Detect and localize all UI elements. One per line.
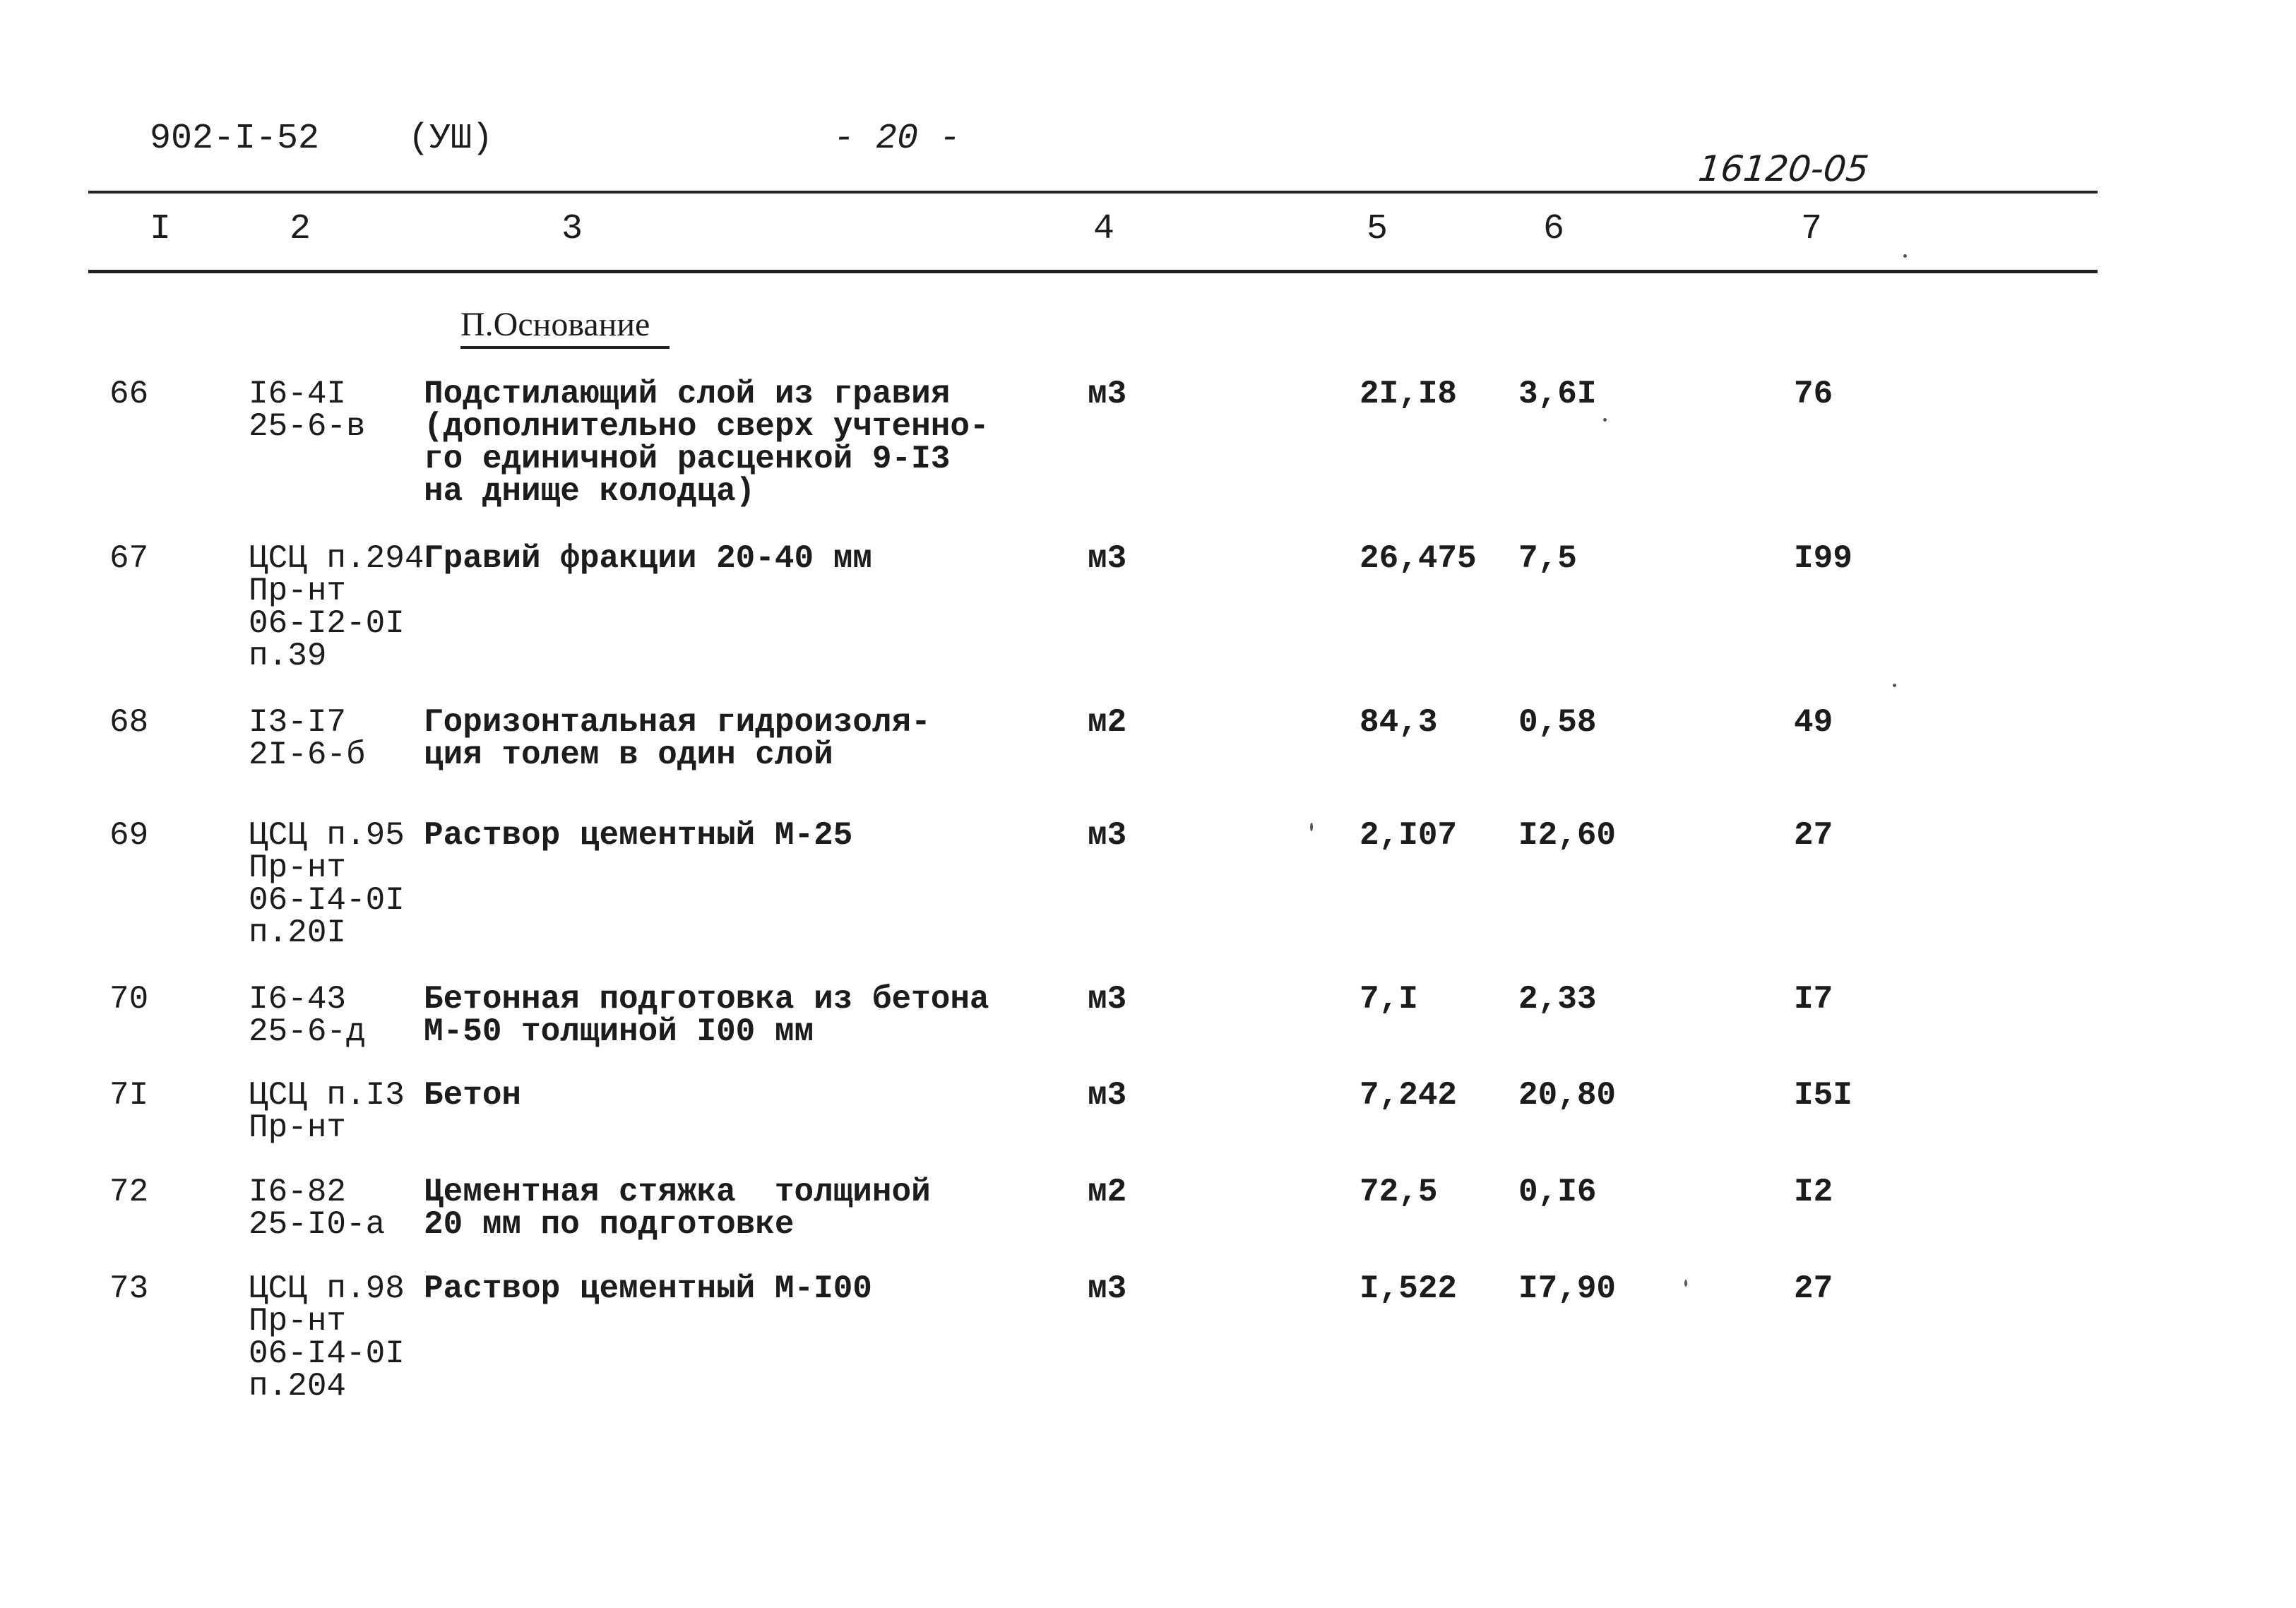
scan-speck bbox=[1684, 1280, 1687, 1287]
row-unit: м2 bbox=[1088, 704, 1127, 741]
row-number: 69 bbox=[109, 817, 149, 854]
row-name: Горизонтальная гидроизоля- ция толем в один слой bbox=[424, 704, 931, 773]
row-name: Гравий фракции 20-40 мм bbox=[424, 540, 872, 577]
row-unit: м3 bbox=[1088, 817, 1127, 854]
row-price: 20,80 bbox=[1518, 1077, 1617, 1114]
sheet-number: 16120-05 bbox=[1696, 148, 1871, 189]
row-price: I2,60 bbox=[1518, 817, 1617, 854]
row-unit: м3 bbox=[1088, 540, 1127, 577]
row-price: 3,6I bbox=[1518, 376, 1597, 412]
row-total: 27 bbox=[1794, 817, 1833, 854]
row-name: Цементная стяжка толщиной 20 мм по подготовке bbox=[424, 1174, 931, 1243]
scan-speck bbox=[1903, 254, 1907, 258]
page-number: - 20 - bbox=[833, 119, 961, 159]
row-number: 68 bbox=[109, 704, 149, 741]
row-name: Подстилающий слой из гравия (дополнительно сверх учтенно- го единичной расценкой 9-I3 на днище колодца) bbox=[424, 376, 989, 510]
row-unit: м3 bbox=[1088, 376, 1127, 412]
scan-speck bbox=[1310, 823, 1313, 831]
row-number: 67 bbox=[109, 540, 149, 577]
row-unit: м3 bbox=[1088, 981, 1127, 1018]
row-quantity: 26,475 bbox=[1360, 540, 1477, 577]
row-price: 7,5 bbox=[1518, 540, 1577, 577]
row-price: 0,I6 bbox=[1518, 1174, 1597, 1210]
row-unit: м3 bbox=[1088, 1270, 1127, 1307]
column-number-4: 4 bbox=[1093, 209, 1115, 249]
row-price: 0,58 bbox=[1518, 704, 1597, 741]
document-code: 902-I-52 bbox=[150, 119, 320, 159]
row-name: Раствор цементный М-I00 bbox=[424, 1270, 872, 1307]
row-total: 27 bbox=[1794, 1270, 1833, 1307]
row-quantity: 84,3 bbox=[1360, 704, 1438, 741]
column-number-7: 7 bbox=[1801, 209, 1823, 249]
top-rule bbox=[88, 191, 2098, 193]
row-quantity: I,522 bbox=[1360, 1270, 1458, 1307]
column-number-5: 5 bbox=[1367, 209, 1388, 249]
row-code: I6-43 25-6-д bbox=[249, 981, 366, 1050]
column-number-3: 3 bbox=[561, 209, 583, 249]
row-unit: м3 bbox=[1088, 1077, 1127, 1114]
row-quantity: 2I,I8 bbox=[1360, 376, 1458, 412]
row-quantity: 2,I07 bbox=[1360, 817, 1458, 854]
row-price: 2,33 bbox=[1518, 981, 1597, 1018]
row-code: I3-I7 2I-6-б bbox=[249, 704, 366, 773]
row-total: I2 bbox=[1794, 1174, 1833, 1210]
row-total: 49 bbox=[1794, 704, 1833, 741]
row-unit: м2 bbox=[1088, 1174, 1127, 1210]
row-name: Бетонная подготовка из бетона М-50 толщиной I00 мм bbox=[424, 981, 989, 1050]
row-code: ЦСЦ п.I3 Пр-нт bbox=[249, 1077, 405, 1146]
row-code: ЦСЦ п.95 Пр-нт 06-I4-0I п.20I bbox=[249, 817, 405, 951]
row-total: 76 bbox=[1794, 376, 1833, 412]
document-mark: (УШ) bbox=[408, 119, 494, 159]
row-code: ЦСЦ п.98 Пр-нт 06-I4-0I п.204 bbox=[249, 1270, 405, 1405]
row-quantity: 7,I bbox=[1360, 981, 1418, 1018]
section-title: П.Основание bbox=[460, 308, 670, 349]
row-number: 66 bbox=[109, 376, 149, 412]
row-price: I7,90 bbox=[1518, 1270, 1617, 1307]
row-code: I6-4I 25-6-в bbox=[249, 376, 366, 445]
row-total: I7 bbox=[1794, 981, 1833, 1018]
row-number: 72 bbox=[109, 1174, 149, 1210]
column-number-1: I bbox=[150, 209, 172, 249]
row-number: 70 bbox=[109, 981, 149, 1018]
row-code: ЦСЦ п.294 Пр-нт 06-I2-0I п.39 bbox=[249, 540, 424, 674]
row-total: I99 bbox=[1794, 540, 1852, 577]
column-number-6: 6 bbox=[1543, 209, 1565, 249]
row-name: Раствор цементный М-25 bbox=[424, 817, 853, 854]
row-number: 73 bbox=[109, 1270, 149, 1307]
header-bottom-rule bbox=[88, 270, 2098, 273]
row-total: I5I bbox=[1794, 1077, 1852, 1114]
scan-speck bbox=[1893, 684, 1896, 687]
row-name: Бетон bbox=[424, 1077, 522, 1114]
row-quantity: 72,5 bbox=[1360, 1174, 1438, 1210]
row-number: 7I bbox=[109, 1077, 149, 1114]
row-code: I6-82 25-I0-а bbox=[249, 1174, 386, 1243]
row-quantity: 7,242 bbox=[1360, 1077, 1458, 1114]
scan-speck bbox=[1603, 418, 1607, 422]
column-number-2: 2 bbox=[290, 209, 311, 249]
